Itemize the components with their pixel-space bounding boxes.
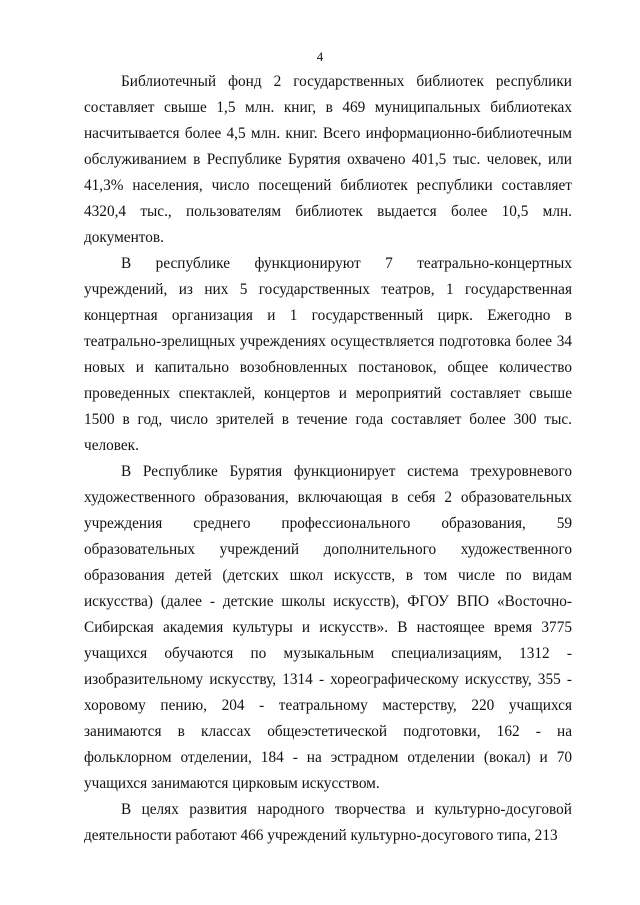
paragraph-libraries: Библиотечный фонд 2 государственных библиотек республики составляет свыше 1,5 млн. книг, в 469 муниципальных библиотеках насчитывается более 4,5 млн. книг. Всего информационно-библиотечным обслуживанием в Республике Бурятия охвачено 401,5 тыс. человек, или 41,3% населения, число посещений библиотек республики составляет 4320,4 тыс., пользователям библиотек выдается более 10,5 млн. документов. <box>84 73 572 246</box>
paragraph-art-education: В Республике Бурятия функционирует система трехуровневого художественного образования, включающая в себя 2 образовательных учреждения среднего профессионального образования, 59 образовательных учреждений дополнительного художественного образования детей (детских школ искусств, в том числе по видам искусства) (далее - детские школы искусств), ФГОУ ВПО «Восточно-Сибирская академия культуры и искусств». В настоящее время 3775 учащихся обучаются по музыкальным специализациям, 1312 - изобразительному искусству, 1314 - хореографическому искусству, 355 - хоровому пению, 204 - театральному мастерству, 220 учащихся занимаются в классах общеэстетической подготовки, 162 - на фольклорном отделении, 184 - на эстрадном отделении (вокал) и 70 учащихся занимаются цирковым искусством. <box>84 463 572 792</box>
paragraph-theatres: В республике функционируют 7 театрально-концертных учреждений, из них 5 государственных театров, 1 государственная концертная организация и 1 государственный цирк. Ежегодно в театрально-зрелищных учреждениях осуществляется подготовка более 34 новых и капитально возобновленных постановок, общее количество проведенных спектаклей, концертов и мероприятий составляет свыше 1500 в год, число зрителей в течение года составляет более 300 тыс. человек. <box>84 255 572 454</box>
paragraph-folk-culture: В целях развития народного творчества и культурно-досуговой деятельности работают 466 учреждений культурно-досугового типа, 213 <box>84 801 572 844</box>
page-number: 4 <box>316 49 324 64</box>
body-text <box>84 69 572 849</box>
